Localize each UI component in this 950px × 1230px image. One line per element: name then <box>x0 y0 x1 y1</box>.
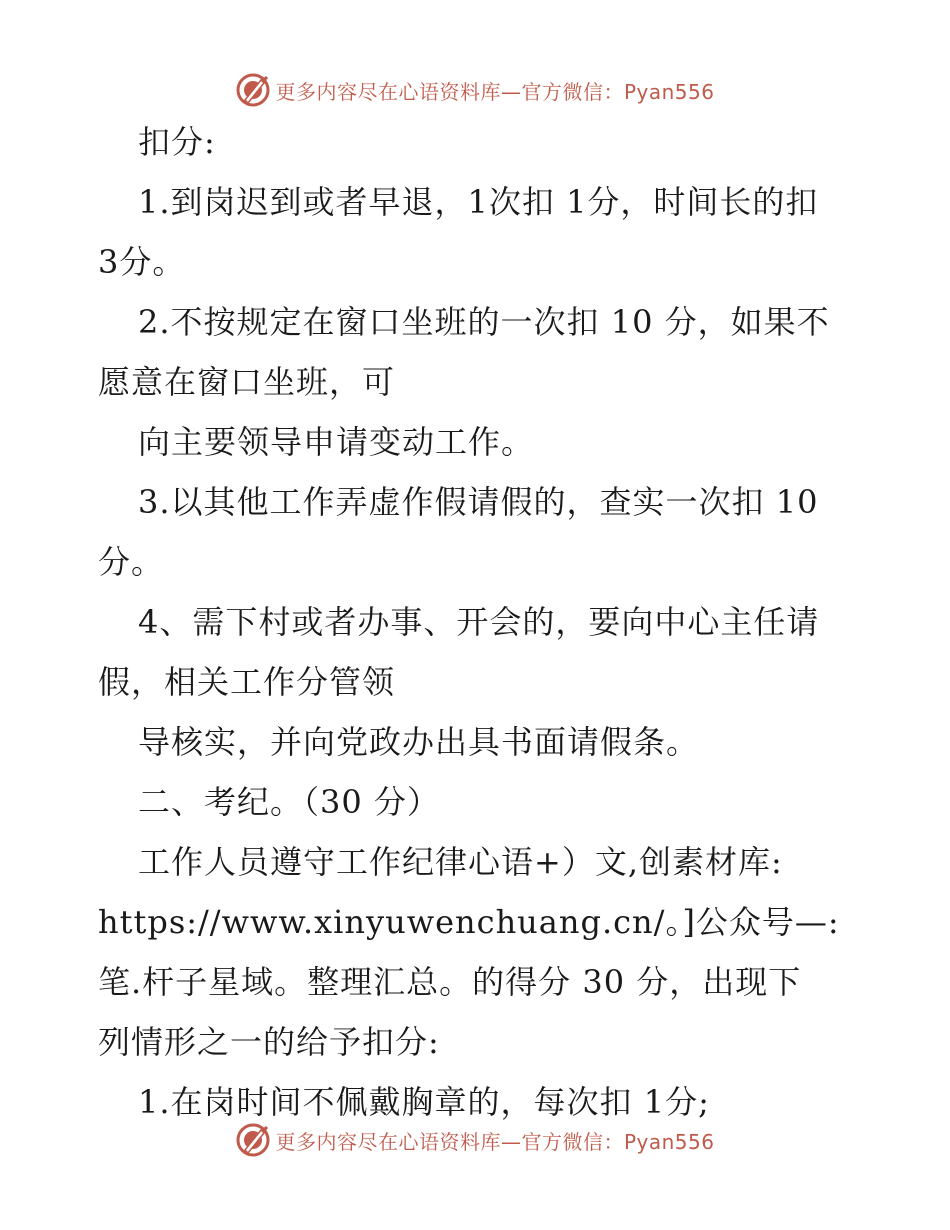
pen-logo-icon <box>235 72 271 108</box>
banner-text: 更多内容尽在心语资料库—官方微信：Pyan556 <box>275 79 715 104</box>
text-line: 愿意在窗口坐班，可 <box>98 363 396 401</box>
text-line: 1.在岗时间不佩戴胸章的，每次扣 1分; <box>138 1083 710 1121</box>
text-line: 二、考纪。（30 分） <box>138 783 440 821</box>
pen-logo-icon <box>235 1122 271 1158</box>
footer-banner <box>0 1120 950 1160</box>
text-line: 扣分: <box>138 123 216 161</box>
banner-text: 更多内容尽在心语资料库—官方微信：Pyan556 <box>275 1129 715 1154</box>
text-line: 3.以其他工作弄虚作假请假的，查实一次扣 10 <box>138 483 819 521</box>
text-line: 导核实，并向党政办出具书面请假条。 <box>138 723 700 761</box>
text-line: 工作人员遵守工作纪律心语+）文,创素材库: <box>138 843 783 881</box>
text-line: 假，相关工作分管领 <box>98 663 396 701</box>
text-line: 笔.杆子星域。整理汇总。的得分 30 分，出现下 <box>98 963 802 1001</box>
text-line: 2.不按规定在窗口坐班的一次扣 10 分，如果不 <box>138 303 830 341</box>
text-line: 向主要领导申请变动工作。 <box>138 423 535 461</box>
text-line: 分。 <box>98 543 165 581</box>
text-line: 4、需下村或者办事、开会的，要向中心主任请 <box>138 603 820 641</box>
text-line: 3分。 <box>98 243 186 281</box>
header-banner <box>0 70 950 110</box>
text-line: 列情形之一的给予扣分: <box>98 1023 440 1061</box>
text-line: 1.到岗迟到或者早退，1次扣 1分，时间长的扣 <box>138 183 819 221</box>
text-line: https://www.xinyuwenchuang.cn/。]公众号—: <box>98 903 840 941</box>
